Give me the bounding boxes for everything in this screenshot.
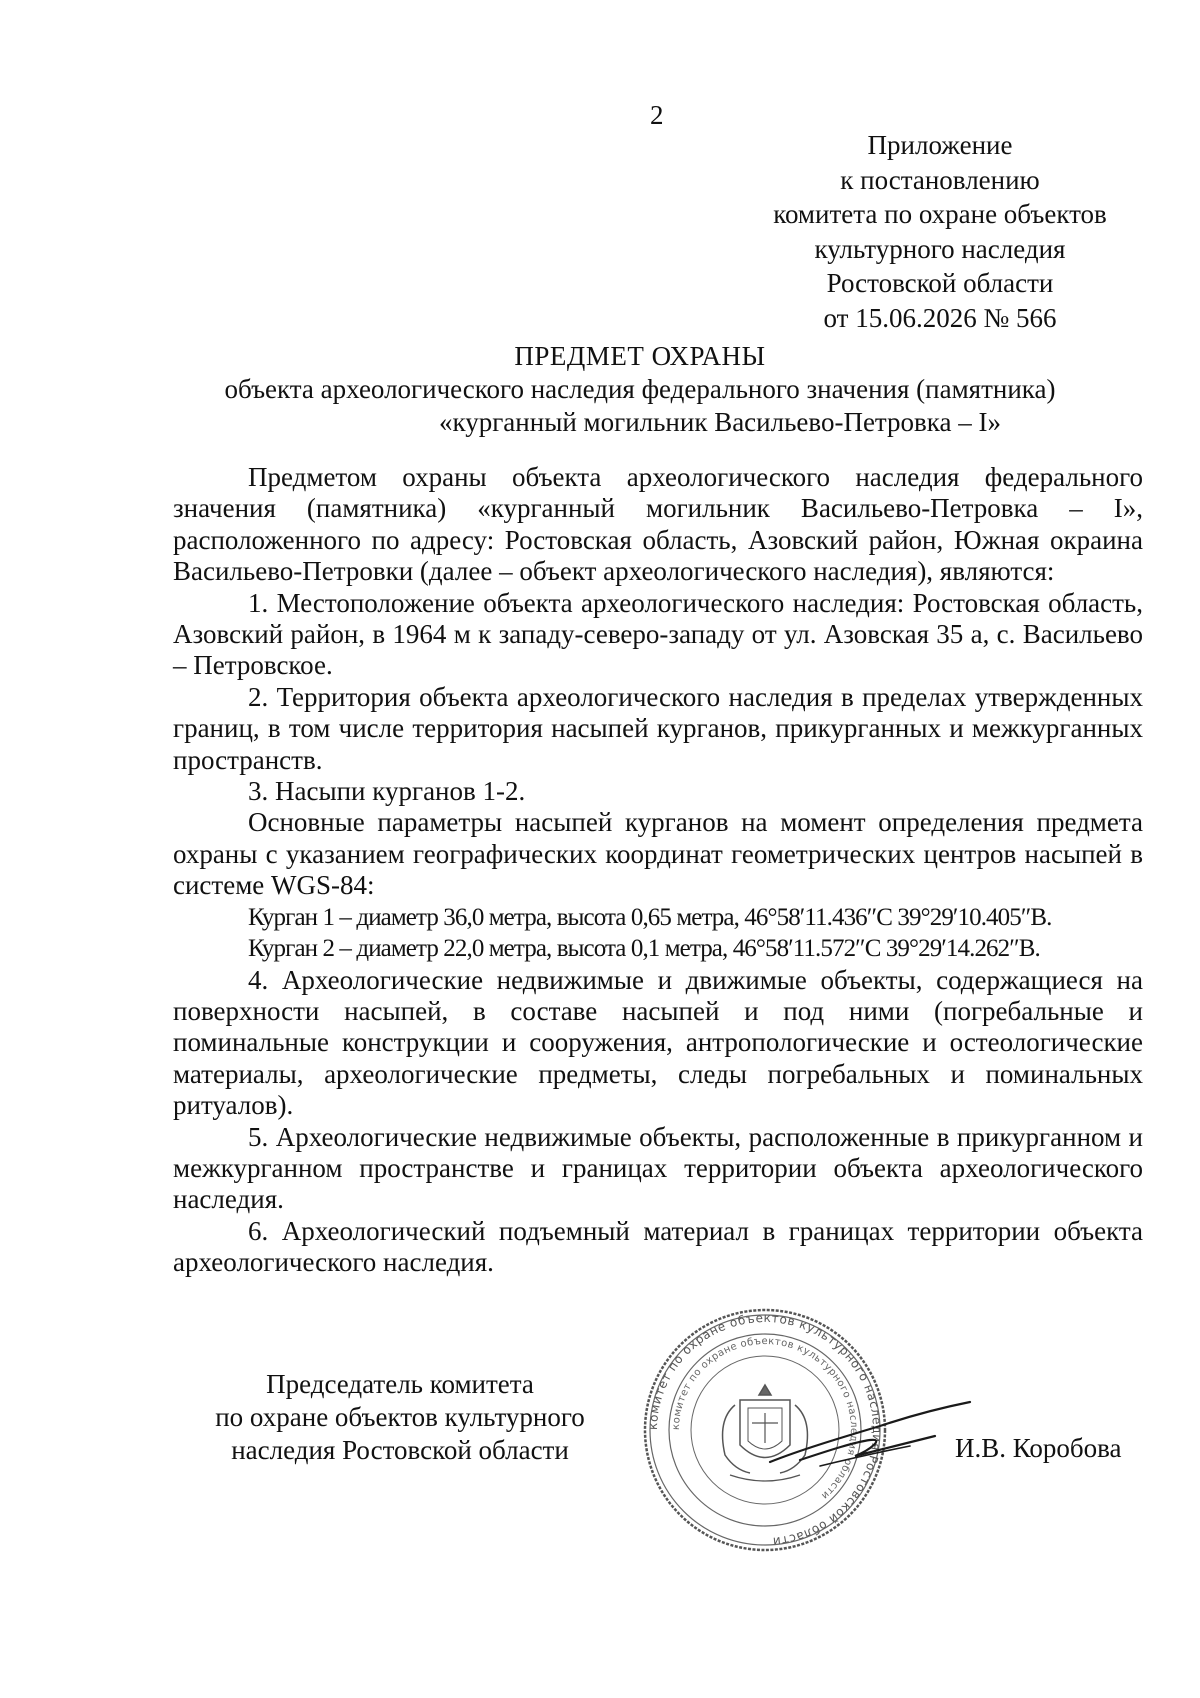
annex-header xyxy=(740,128,1140,335)
page-number: 2 xyxy=(650,100,664,130)
annex-line: Приложение xyxy=(867,130,1013,160)
annex-line: комитета по охране объектов xyxy=(773,199,1107,229)
item-6-paragraph: 6. Археологический подъемный материал в границах территории объекта археологического наследия. xyxy=(173,1215,1143,1278)
title-object-name: «курганный могильник Васильево-Петровка – I» xyxy=(439,407,1001,437)
intro-paragraph: Предметом охраны объекта археологического наследия федерального значения (памятника) «курганный могильник Васильево-Петровка – I», расположенного по адресу: Ростовская область, Азовский район, Южная окраина Васильево-Петровки (далее – объект археологического наследия), являются: xyxy=(173,462,1143,587)
annex-line: от 15.06.2026 № 566 xyxy=(823,302,1057,333)
item-2-paragraph: 2. Территория объекта археологического наследия в пределах утвержденных границ, в том числе территория насыпей курганов, прикурганных и межкурганных пространств. xyxy=(173,681,1143,775)
item-4-paragraph: 4. Археологические недвижимые и движимые объекты, содержащиеся на поверхности насыпей, в составе насыпей и под ними (погребальные и поминальные конструкции и сооружения, антропологические и остеологические материалы, археологические предметы, следы погребальных и поминальных ритуалов). xyxy=(173,964,1143,1121)
annex-line: к постановлению xyxy=(840,164,1040,195)
title-heading: ПРЕДМЕТ ОХРАНЫ xyxy=(514,341,766,371)
stamp-inner-text: комитет по охране объектов культурного наследия области xyxy=(670,1335,860,1502)
document-title xyxy=(175,340,1105,439)
document-body xyxy=(173,462,1143,1279)
item-3-paragraph: 3. Насыпи курганов 1-2. xyxy=(248,776,526,807)
signatory-name: И.В. Коробова xyxy=(955,1433,1122,1463)
kurgan-2-line: Курган 2 – диаметр 22,0 метра, высота 0,1 метра, 46°58′11.572″С 39°29′14.262″В. xyxy=(248,935,1040,963)
stamp-outer-text: комитет по охране объектов культурного наследия Ростовской области xyxy=(645,1310,885,1549)
item-5-paragraph: 5. Археологические недвижимые объекты, расположенные в прикурганном и межкурганном пространстве и границах территории объекта археологического наследия. xyxy=(173,1121,1143,1215)
params-paragraph: Основные параметры насыпей курганов на момент определения предмета охраны с указанием географических координат геометрических центров насыпей в системе WGS-84: xyxy=(173,807,1143,901)
annex-line: культурного наследия xyxy=(814,233,1066,264)
position-line: Председатель комитета xyxy=(266,1369,534,1399)
signatory-position xyxy=(180,1368,620,1467)
item-1-paragraph: 1. Местоположение объекта археологического наследия: Ростовская область, Азовский район, в 1964 м к западу-северо-западу от ул. Азовская 35 а, с. Васильево – Петровское. xyxy=(173,587,1143,681)
position-line: наследия Ростовской области xyxy=(231,1435,569,1465)
title-subheading: объекта археологического наследия федерального значения (памятника) xyxy=(224,374,1056,404)
kurgan-1-line: Курган 1 – диаметр 36,0 метра, высота 0,65 метра, 46°58′11.436″С 39°29′10.405″В. xyxy=(248,903,1052,931)
position-line: по охране объектов культурного xyxy=(215,1402,585,1432)
annex-line: Ростовской области xyxy=(826,268,1054,298)
